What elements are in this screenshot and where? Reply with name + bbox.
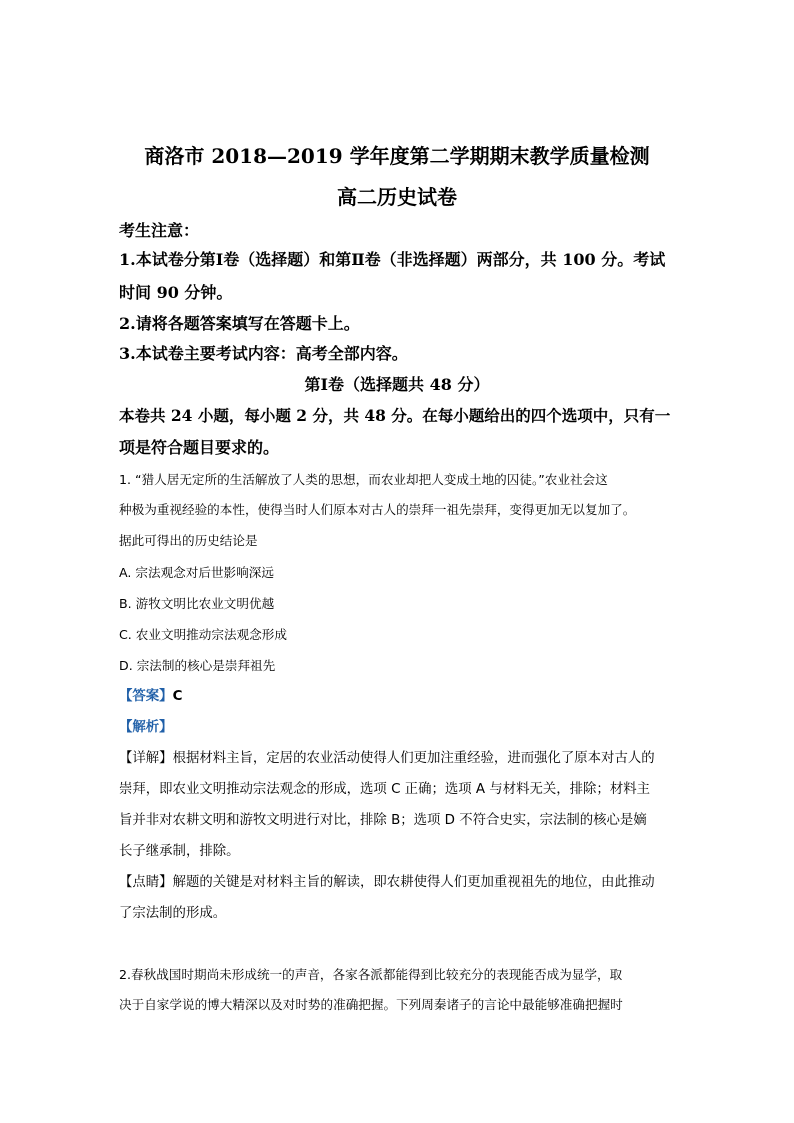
notice-item-1-line-1: 1.本试卷分第Ⅰ卷（选择题）和第Ⅱ卷（非选择题）两部分，共 100 分。考试 (119, 250, 666, 269)
question-1-option-a: A. 宗法观念对后世影响深远 (119, 565, 274, 580)
tip-text-line-1: 解题的关键是对材料主旨的解读，即农耕使得人们更加重视祖先的地位，由此推动 (172, 875, 655, 890)
question-1-stem-line-2: 种极为重视经验的本性，使得当时人们原本对古人的崇拜一祖先崇拜，变得更加无以复加了。 (119, 502, 636, 517)
notice-item-3: 3.本试卷主要考试内容：高考全部内容。 (119, 344, 408, 363)
question-1-stem-line-1: 1. “猎人居无定所的生活解放了人类的思想，而农业却把人变成土地的囚徒。”农业社会这 (119, 472, 608, 487)
section-intro-line-1: 本卷共 24 小题，每小题 2 分，共 48 分。在每小题给出的四个选项中，只有一 (119, 406, 671, 425)
detail-text-line-1: 根据材料主旨，定居的农业活动使得人们更加注重经验，进而强化了原本对古人的 (172, 751, 655, 766)
question-2-stem-line-1: 2.春秋战国时期尚未形成统一的声音，各家各派都能得到比较充分的表现能否成为显学，取 (119, 967, 623, 982)
section-heading: 第Ⅰ卷（选择题共 48 分） (304, 375, 490, 394)
question-1-detail-line-4: 长子继承制，排除。 (119, 844, 240, 859)
question-1-tip-line-1 (119, 871, 677, 890)
notice-item-2: 2.请将各题答案填写在答题卡上。 (119, 314, 360, 333)
notice-item-1-line-2: 时间 90 分钟。 (119, 283, 233, 302)
tip-label: 【点睛】 (119, 875, 173, 890)
question-1-stem-line-3: 据此可得出的历史结论是 (119, 533, 258, 548)
question-1-option-d: D. 宗法制的核心是崇拜祖先 (119, 658, 276, 673)
question-1-option-b: B. 游牧文明比农业文明优越 (119, 596, 275, 611)
answer-value: C (172, 689, 183, 704)
notice-heading: 考生注意： (119, 221, 200, 240)
question-1-answer (119, 685, 677, 704)
document-subtitle: 高二历史试卷 (337, 185, 457, 209)
question-1-detail-line-1 (119, 747, 677, 766)
detail-label: 【详解】 (119, 751, 173, 766)
document-title: 商洛市 2018—2019 学年度第二学期期末教学质量检测 (144, 144, 650, 168)
question-2-stem-line-2: 决于自家学说的博大精深以及对时势的准确把握。下列周秦诸子的言论中最能够准确把握时 (119, 997, 623, 1012)
answer-label: 【答案】 (119, 689, 173, 704)
question-1-detail-line-2: 崇拜，即农业文明推动宗法观念的形成，选项 C 正确；选项 A 与材料无关，排除；材料主 (119, 782, 650, 797)
section-intro-line-2: 项是符合题目要求的。 (119, 438, 280, 457)
question-1-tip-line-2: 了宗法制的形成。 (119, 906, 227, 921)
question-1-option-c: C. 农业文明推动宗法观念形成 (119, 627, 287, 642)
analysis-label: 【解析】 (119, 720, 173, 735)
question-1-analysis (119, 716, 677, 735)
question-1-detail-line-3: 旨并非对农耕文明和游牧文明进行对比，排除 B；选项 D 不符合史实，宗法制的核心是嫡 (119, 813, 647, 828)
